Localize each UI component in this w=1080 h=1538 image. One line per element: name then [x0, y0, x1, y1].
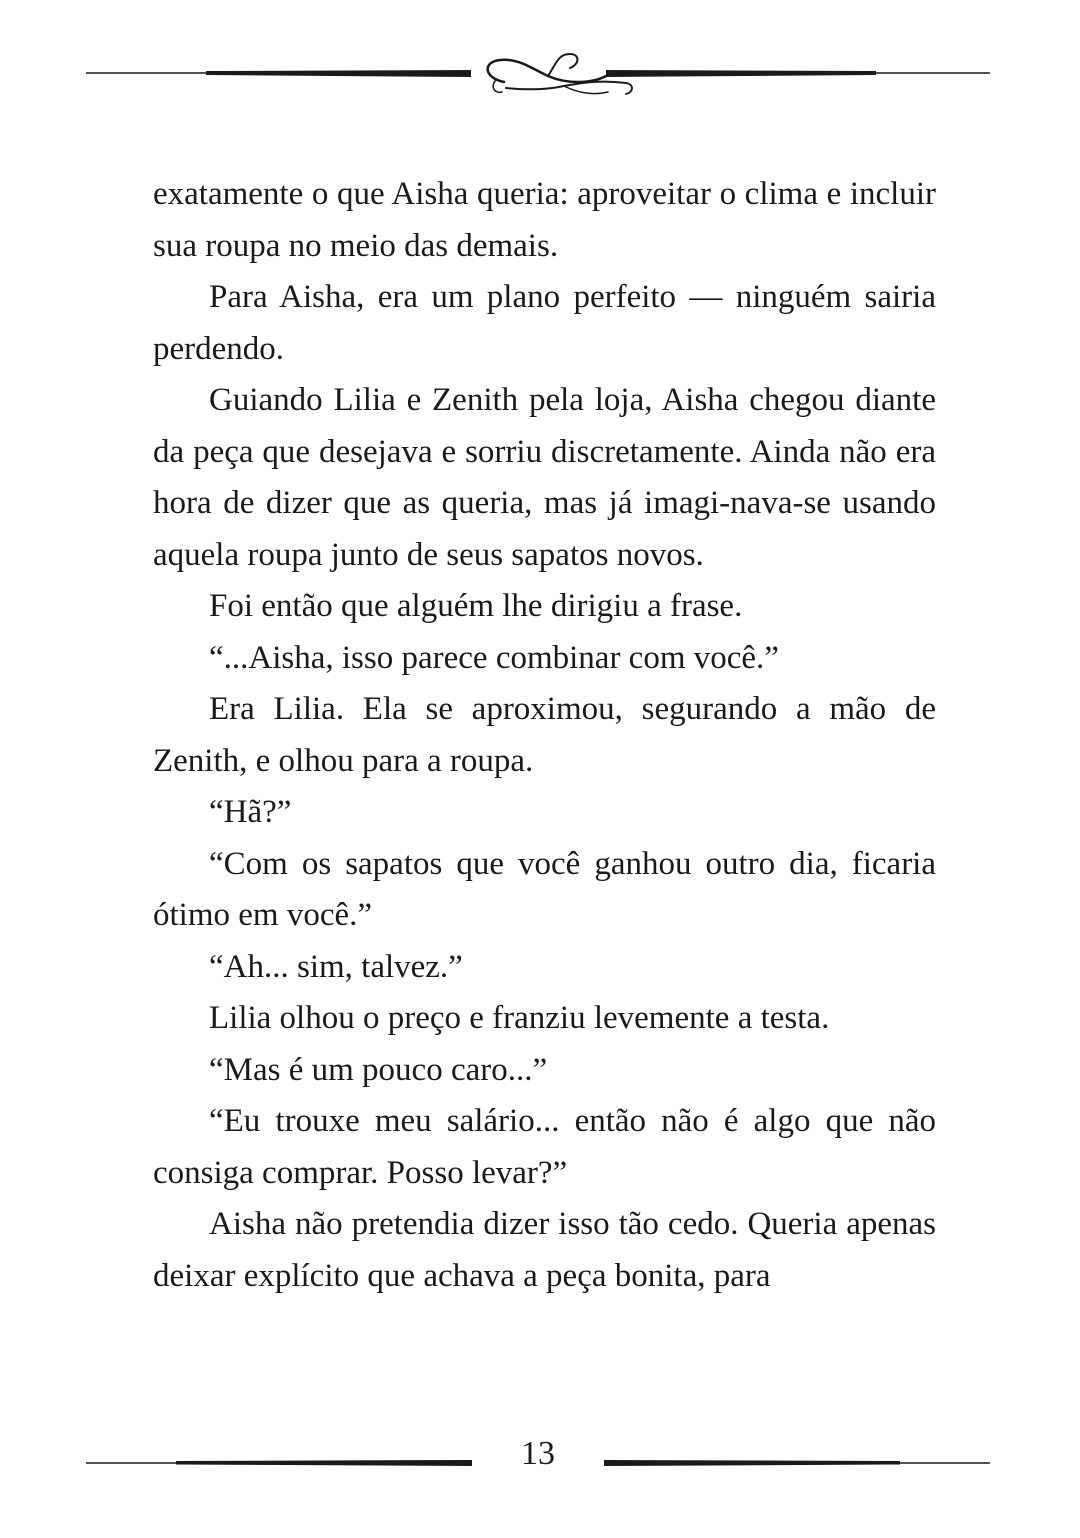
body-text [153, 169, 936, 1302]
paragraph: Era Lilia. Ela se aproximou, segurando a mão de Zenith, e olhou para a roupa. [153, 691, 936, 779]
paragraph: Guiando Lilia e Zenith pela loja, Aisha chegou diante da peça que desejava e sorriu discretamente. Ainda não era hora de dizer que as queria, mas já imagi-nava-se usando aquela roupa junto de seus sapatos novos. [153, 382, 936, 573]
page-number: 13 [521, 1435, 555, 1472]
paragraph: “Ah... sim, talvez.” [209, 948, 463, 985]
footer-divider-right [604, 1458, 990, 1468]
paragraph: Lilia olhou o preço e franziu levemente a testa. [209, 1000, 830, 1036]
paragraph: “Com os sapatos que você ganhou outro dia, ficaria ótimo em você.” [153, 845, 936, 933]
page-footer [86, 1420, 990, 1490]
paragraph: “Hã?” [209, 794, 292, 830]
paragraph: Foi então que alguém lhe dirigiu a frase. [209, 588, 743, 624]
paragraph: “Eu trouxe meu salário... então não é algo que não consiga comprar. Posso levar?” [153, 1103, 936, 1191]
paragraph: exatamente o que Aisha queria: aproveitar o clima e incluir sua roupa no meio das demais. [153, 176, 936, 264]
paragraph: Para Aisha, era um plano perfeito — ninguém sairia perdendo. [153, 279, 936, 367]
paragraph: “Mas é um pouco caro...” [209, 1051, 548, 1088]
header-ornament [86, 50, 990, 106]
paragraph: “...Aisha, isso parece combinar com você.” [209, 639, 779, 676]
paragraph: Aisha não pretendia dizer isso tão cedo. Queria apenas deixar explícito que achava a peça bonita, para [153, 1206, 936, 1294]
